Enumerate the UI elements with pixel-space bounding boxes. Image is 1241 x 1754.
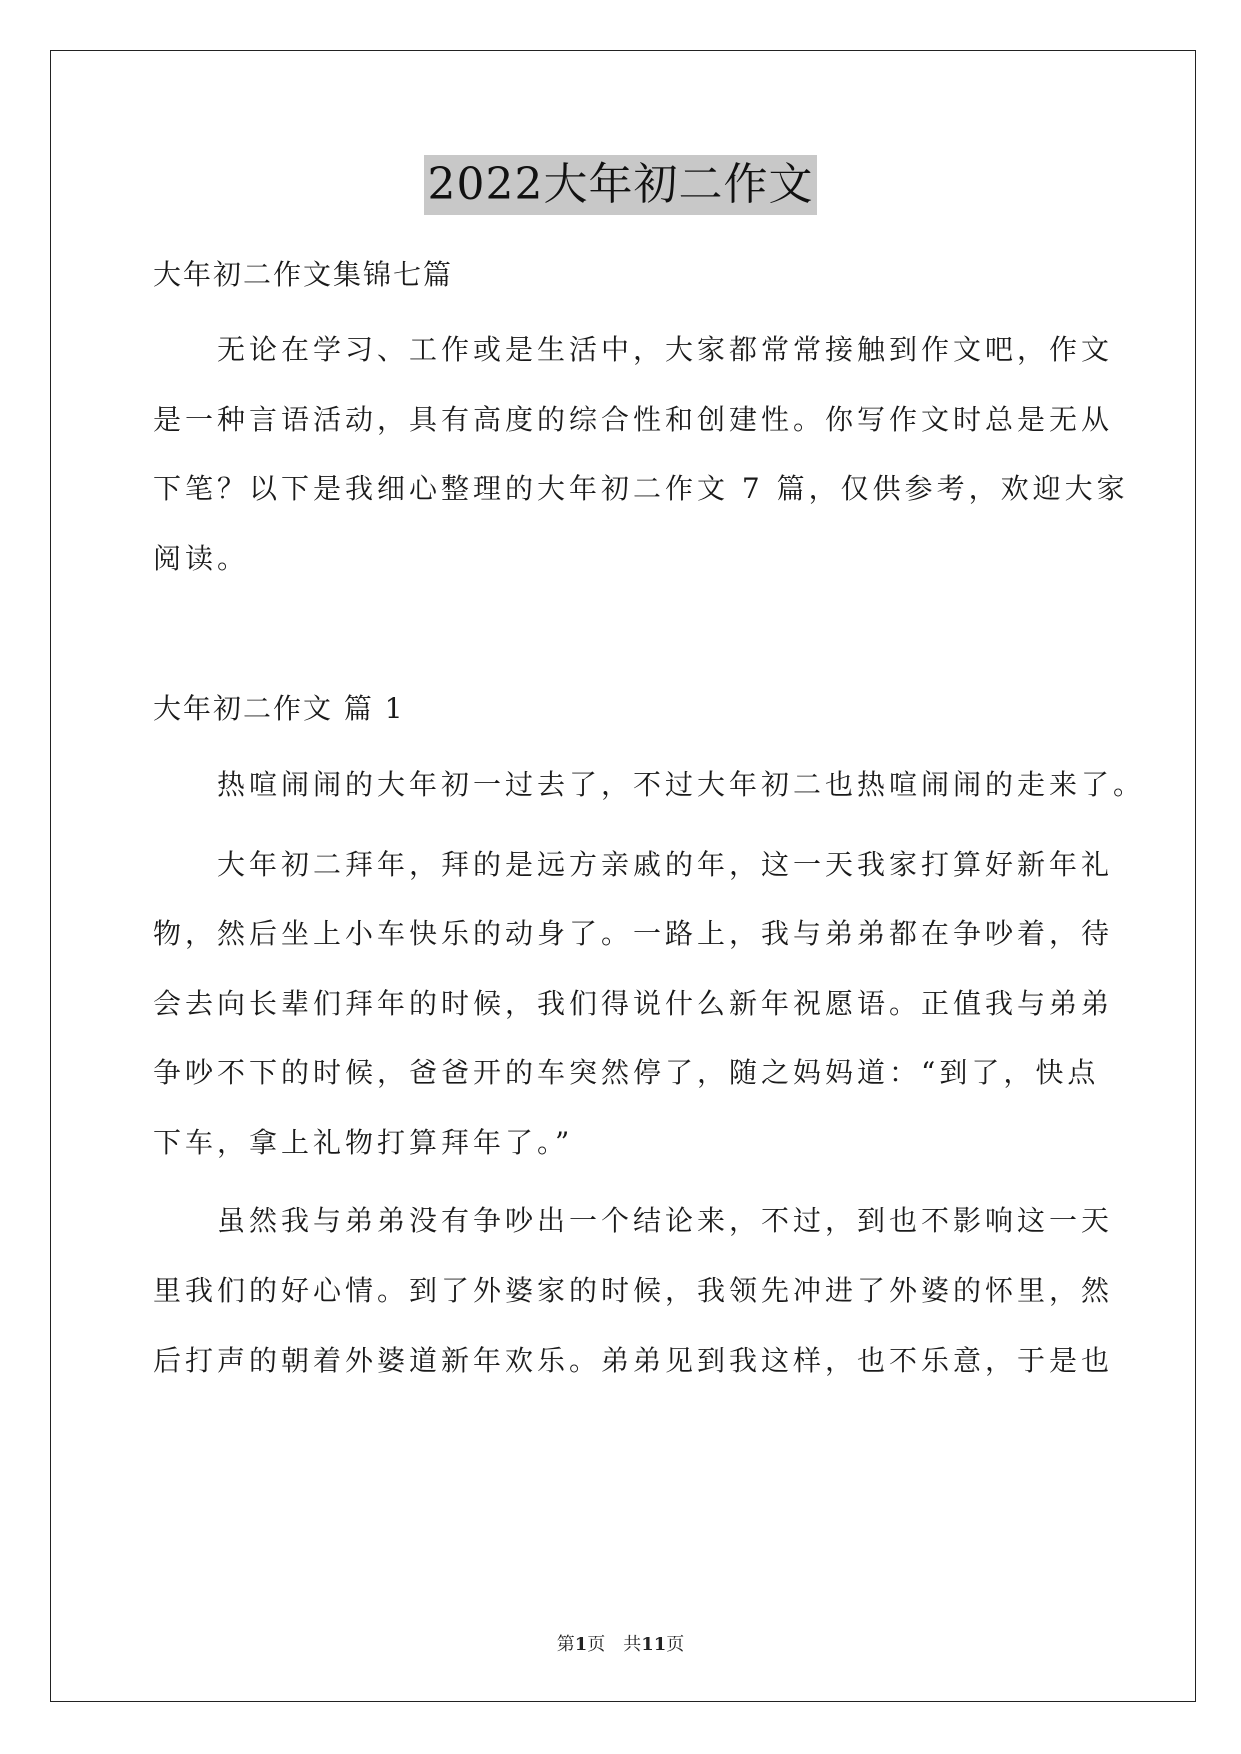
- document-subtitle: 大年初二作文集锦七篇: [153, 258, 454, 291]
- section-line: 后打声的朝着外婆道新年欢乐。弟弟见到我这样，也不乐意，于是也: [153, 1344, 1114, 1377]
- section-line: 里我们的好心情。到了外婆家的时候，我领先冲进了外婆的怀里，然: [153, 1274, 1114, 1307]
- page-footer: [0, 1633, 1241, 1657]
- intro-line: 无论在学习、工作或是生活中，大家都常常接触到作文吧，作文: [153, 333, 1114, 366]
- footer-total-pages: 11: [641, 1634, 667, 1655]
- section-line: 争吵不下的时候，爸爸开的车突然停了，随之妈妈道：“到了，快点: [153, 1056, 1100, 1089]
- section-line: 物，然后坐上小车快乐的动身了。一路上，我与弟弟都在争吵着，待: [153, 917, 1114, 950]
- document-title: 2022大年初二作文: [424, 155, 818, 215]
- section-line: 会去向长辈们拜年的时候，我们得说什么新年祝愿语。正值我与弟弟: [153, 987, 1114, 1020]
- footer-middle: 页 共: [587, 1634, 642, 1655]
- footer-page-number: 1: [574, 1634, 588, 1655]
- section-line: 下车，拿上礼物打算拜年了。”: [153, 1126, 574, 1159]
- intro-line: 是一种言语活动，具有高度的综合性和创建性。你写作文时总是无从: [153, 403, 1114, 436]
- section-heading: 大年初二作文 篇 1: [153, 692, 405, 725]
- footer-suffix: 页: [666, 1634, 685, 1655]
- section-line: 大年初二拜年，拜的是远方亲戚的年，这一天我家打算好新年礼: [153, 848, 1114, 881]
- section-line: 虽然我与弟弟没有争吵出一个结论来，不过，到也不影响这一天: [153, 1204, 1114, 1237]
- title-wrap: [0, 155, 1241, 215]
- footer-prefix: 第: [556, 1634, 575, 1655]
- intro-line: 下笔？以下是我细心整理的大年初二作文 7 篇，仅供参考，欢迎大家: [153, 472, 1129, 505]
- section-line: 热喧闹闹的大年初一过去了，不过大年初二也热喧闹闹的走来了。: [153, 768, 1146, 801]
- intro-line: 阅读。: [153, 542, 250, 575]
